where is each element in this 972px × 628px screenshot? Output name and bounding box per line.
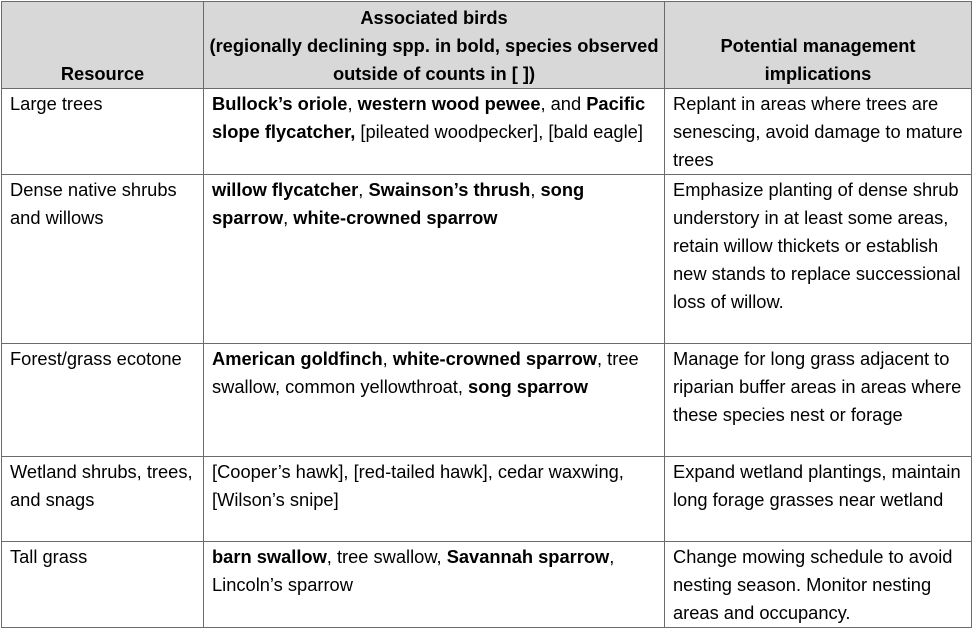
- species-text: ,: [382, 348, 393, 369]
- table-row: [2, 542, 972, 628]
- header-row: [2, 2, 972, 89]
- species-text: ,: [358, 179, 369, 200]
- header-management: Potential management implications: [665, 2, 972, 89]
- header-birds-title: Associated birds: [360, 7, 508, 28]
- species-text: , and: [540, 93, 587, 114]
- associated-birds-cell: [204, 542, 665, 628]
- management-cell: Change mowing schedule to avoid nesting season. Monitor nesting areas and occupancy.: [665, 542, 972, 628]
- species-text: , Lincoln’s sparrow: [212, 546, 615, 595]
- associated-birds-cell: [204, 344, 665, 457]
- resource-cell: Wetland shrubs, trees, and snags: [2, 457, 204, 542]
- header-resource: Resource: [2, 2, 204, 89]
- species-text: , tree swallow,: [326, 546, 447, 567]
- declining-species-text: Bullock’s oriole: [212, 93, 348, 114]
- associated-birds-cell: [204, 89, 665, 175]
- declining-species-text: willow flycatcher: [212, 179, 359, 200]
- species-text: [pileated woodpecker], [bald eagle]: [355, 121, 643, 142]
- bird-resource-table: [1, 1, 972, 628]
- table-row: [2, 175, 972, 344]
- management-cell: Manage for long grass adjacent to riparian buffer areas in areas where these species nest or forage: [665, 344, 972, 457]
- declining-species-text: barn swallow: [212, 546, 327, 567]
- declining-species-text: western wood pewee: [357, 93, 541, 114]
- species-text: ,: [283, 207, 294, 228]
- species-text: , tree swallow, common yellowthroat,: [212, 348, 639, 397]
- table-row: [2, 89, 972, 175]
- associated-birds-cell: [204, 457, 665, 542]
- declining-species-text: Pacific slope flycatcher,: [212, 93, 646, 142]
- species-text: ,: [530, 179, 541, 200]
- declining-species-text: Swainson’s thrush: [368, 179, 531, 200]
- table-row: [2, 457, 972, 542]
- resource-cell: Forest/grass ecotone: [2, 344, 204, 457]
- declining-species-text: song sparrow: [212, 179, 585, 228]
- management-cell: Emphasize planting of dense shrub understory in at least some areas, retain willow thickets or establish new stands to replace successional loss of willow.: [665, 175, 972, 344]
- management-cell: Replant in areas where trees are senescing, avoid damage to mature trees: [665, 89, 972, 175]
- resource-cell: Tall grass: [2, 542, 204, 628]
- species-text: [Cooper’s hawk], [red-tailed hawk], cedar waxwing, [Wilson’s snipe]: [212, 461, 624, 510]
- management-cell: Expand wetland plantings, maintain long forage grasses near wetland: [665, 457, 972, 542]
- table-row: [2, 344, 972, 457]
- declining-species-text: Savannah sparrow: [446, 546, 610, 567]
- header-birds-note: (regionally declining spp. in bold, species observed outside of counts in [ ]): [209, 35, 659, 84]
- declining-species-text: white-crowned sparrow: [293, 207, 498, 228]
- declining-species-text: song sparrow: [468, 376, 588, 397]
- resource-cell: Dense native shrubs and willows: [2, 175, 204, 344]
- species-text: ,: [347, 93, 358, 114]
- declining-species-text: white-crowned sparrow: [392, 348, 598, 369]
- associated-birds-cell: [204, 175, 665, 344]
- header-associated-birds: [204, 2, 665, 89]
- declining-species-text: American goldfinch: [212, 348, 383, 369]
- resource-cell: Large trees: [2, 89, 204, 175]
